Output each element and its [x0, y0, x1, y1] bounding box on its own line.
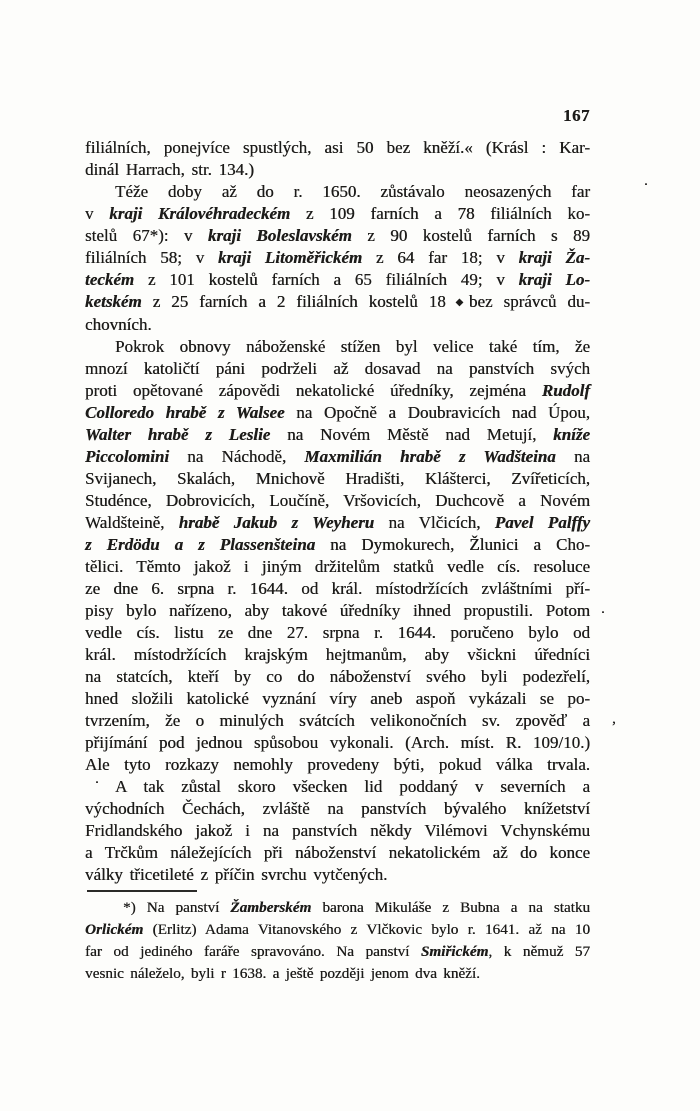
emphasized-text: Smiřickém — [420, 943, 489, 960]
body-line — [85, 380, 590, 402]
ink-speck: . — [644, 173, 648, 189]
body-line — [85, 424, 590, 446]
text-segment: na Novém Městě nad Metují, — [270, 425, 554, 444]
emphasized-text: kraji Ža- — [518, 248, 590, 267]
body-line — [85, 137, 590, 159]
body-line — [85, 732, 590, 754]
body-line — [85, 864, 590, 886]
text-segment: chovních. — [85, 315, 152, 334]
footnote-line — [85, 941, 590, 963]
text-segment: na Vlčicích, — [374, 513, 495, 532]
text-segment: bez správců du- — [468, 292, 590, 311]
emphasized-text: teckém — [85, 270, 135, 289]
body-line — [85, 710, 590, 732]
emphasized-text: kníže — [553, 425, 591, 444]
text-segment: král. místodržících krajským hejtmanům, aby všickni úředníci — [85, 645, 590, 664]
text-segment: hned složili katolické vyznání víry aneb aspoň vykázali se po- — [85, 689, 590, 708]
body-text — [85, 137, 590, 886]
text-segment: na statcích, kteří by co do náboženství svého byli podezřelí, — [85, 667, 590, 686]
body-line — [85, 203, 590, 225]
text-segment: z 101 kostelů farních a 65 filiálních 49; v — [134, 270, 519, 289]
footnote-text — [85, 897, 590, 985]
body-line — [85, 820, 590, 842]
emphasized-text: z Erdödu a z Plassenšteina — [85, 535, 316, 554]
emphasized-text: kraji Litoměřickém — [218, 248, 363, 267]
text-segment: , k němuž 57 — [488, 943, 590, 960]
text-segment: z 90 kostelů farních s 89 — [351, 226, 590, 245]
ink-speck: . — [95, 771, 99, 787]
body-line — [85, 269, 590, 291]
emphasized-text: Rudolf — [541, 381, 590, 400]
emphasized-text: Piccolomini — [85, 447, 170, 466]
emphasized-text: kraji Královéhradeckém — [109, 204, 291, 223]
text-segment: tvrzením, že o minulých svátcích velikonočních sv. zpověď a — [85, 711, 590, 730]
text-segment: na Dymokurech, Žlunici a Cho- — [315, 535, 590, 554]
body-line — [85, 600, 590, 622]
text-segment: Waldšteině, — [85, 513, 179, 532]
text-segment: pisy bylo nařízeno, aby takové úředníky ihned propustili. Potom — [85, 601, 590, 620]
text-segment: války třicetileté z příčin svrchu vytčených. — [85, 865, 388, 884]
text-segment: na Opočně a Doubravicích nad Úpou, — [284, 403, 590, 422]
text-segment: z 25 farních a 2 filiálních kostelů 18 — [141, 292, 446, 311]
body-line — [85, 798, 590, 820]
body-line — [85, 336, 590, 358]
body-line — [85, 358, 590, 380]
text-segment: vesnic náleželo, byli r 1638. a ještě později jenom dva kněží. — [85, 965, 480, 982]
footnote-divider — [87, 890, 197, 892]
ink-speck: , — [612, 711, 616, 727]
text-segment: Svijanech, Skalách, Mnichově Hradišti, Klášterci, Zvířeticích, — [85, 469, 590, 488]
text-segment: na — [555, 447, 591, 466]
text-segment: Studénce, Dobrovicích, Loučíně, Vršovicích, Duchcově a Novém — [85, 491, 590, 510]
emphasized-text: Orlickém — [85, 921, 144, 938]
text-segment: dinál Harrach, str. 134.) — [85, 160, 254, 179]
body-line — [85, 534, 590, 556]
text-segment: *) Na panství — [123, 899, 231, 916]
emphasized-text: Pavel Palffy — [494, 513, 590, 532]
text-segment: z 109 farních a 78 filiálních ko- — [290, 204, 590, 223]
body-line — [85, 247, 590, 269]
body-line — [85, 556, 590, 578]
text-segment: Fridlandského jakož i na panstvích někdy Vilémovi Vchynskému — [85, 821, 590, 840]
body-line — [85, 776, 590, 798]
emphasized-text: Colloredo hrabě z Walsee — [85, 403, 285, 422]
text-segment: mnozí katoličtí páni podrželi až dosavad na panstvích svých — [85, 359, 590, 378]
emphasized-text: hrabě Jakub z Weyheru — [178, 513, 375, 532]
emphasized-text: Walter hrabě z Leslie — [85, 425, 271, 444]
text-segment: Téže doby až do r. 1650. zůstávalo neosazených far — [115, 182, 590, 201]
body-line — [85, 291, 590, 314]
footnote-line — [85, 963, 590, 985]
text-segment: barona Mikuláše z Bubna a na statku — [311, 899, 591, 916]
text-segment: tělici. Těmto jakož i jiným držitelům statků vedle cís. resoluce — [85, 557, 590, 576]
footnote-line — [85, 919, 590, 941]
body-line — [85, 446, 590, 468]
footnote-line — [85, 897, 590, 919]
body-line — [85, 468, 590, 490]
ink-speck: . — [601, 601, 605, 617]
text-segment: A tak zůstal skoro všecken lid poddaný v severních a — [115, 777, 590, 796]
emphasized-text: ketském — [85, 292, 142, 311]
body-line — [85, 512, 590, 534]
text-segment: (Erlitz) Adama Vitanovského z Vlčkovic bylo r. 1641. až na 10 — [143, 921, 590, 938]
text-segment: vedle cís. listu ze dne 27. srpna r. 1644. poručeno bylo od — [85, 623, 590, 642]
text-segment: východních Čechách, zvláště na panstvích bývalého knížetství — [85, 799, 590, 818]
text-segment: na Náchodě, — [169, 447, 305, 466]
body-line — [85, 842, 590, 864]
text-segment: proti opětované zápovědi nekatolické úředníky, zejména — [85, 381, 542, 400]
page-number: 167 — [563, 106, 590, 125]
text-segment: v — [85, 204, 110, 223]
emphasized-text: kraji Boleslavském — [207, 226, 352, 245]
emphasized-text: Maxmilián hrabě z Wadšteina — [304, 447, 556, 466]
body-line — [85, 688, 590, 710]
text-segment: Pokrok obnovy náboženské stížen byl velice také tím, že — [115, 337, 590, 356]
text-segment: filiálních, ponejvíce spustlých, asi 50 bez kněží.« (Krásl : Kar- — [85, 138, 590, 157]
body-line — [85, 490, 590, 512]
text-segment: Ale tyto rozkazy nemohly provedeny býti, pokud válka trvala. — [85, 755, 590, 774]
body-line — [85, 159, 590, 181]
text-segment: z 64 far 18; v — [362, 248, 519, 267]
emphasized-text: Žamberském — [230, 899, 312, 916]
text-segment: ze dne 6. srpna r. 1644. od král. místodržících zvláštními pří- — [85, 579, 590, 598]
body-line — [85, 314, 590, 336]
emphasized-text: kraji Lo- — [518, 270, 590, 289]
body-line — [85, 578, 590, 600]
text-segment: přijímání pod jednou spůsobou vykonali. (Arch. míst. R. 109/10.) — [85, 733, 590, 752]
text-segment: stelů 67*): v — [85, 226, 208, 245]
body-line — [85, 622, 590, 644]
body-line — [85, 402, 590, 424]
ink-blot: ◆ — [448, 297, 470, 308]
text-segment: a Trčkům náležejících při náboženství nekatolickém až do konce — [85, 843, 590, 862]
body-line — [85, 666, 590, 688]
body-line — [85, 225, 590, 247]
body-line — [85, 754, 590, 776]
body-line — [85, 644, 590, 666]
text-segment: filiálních 58; v — [85, 248, 218, 267]
body-line — [85, 181, 590, 203]
text-segment: far od jediného faráře spravováno. Na panství — [85, 943, 421, 960]
